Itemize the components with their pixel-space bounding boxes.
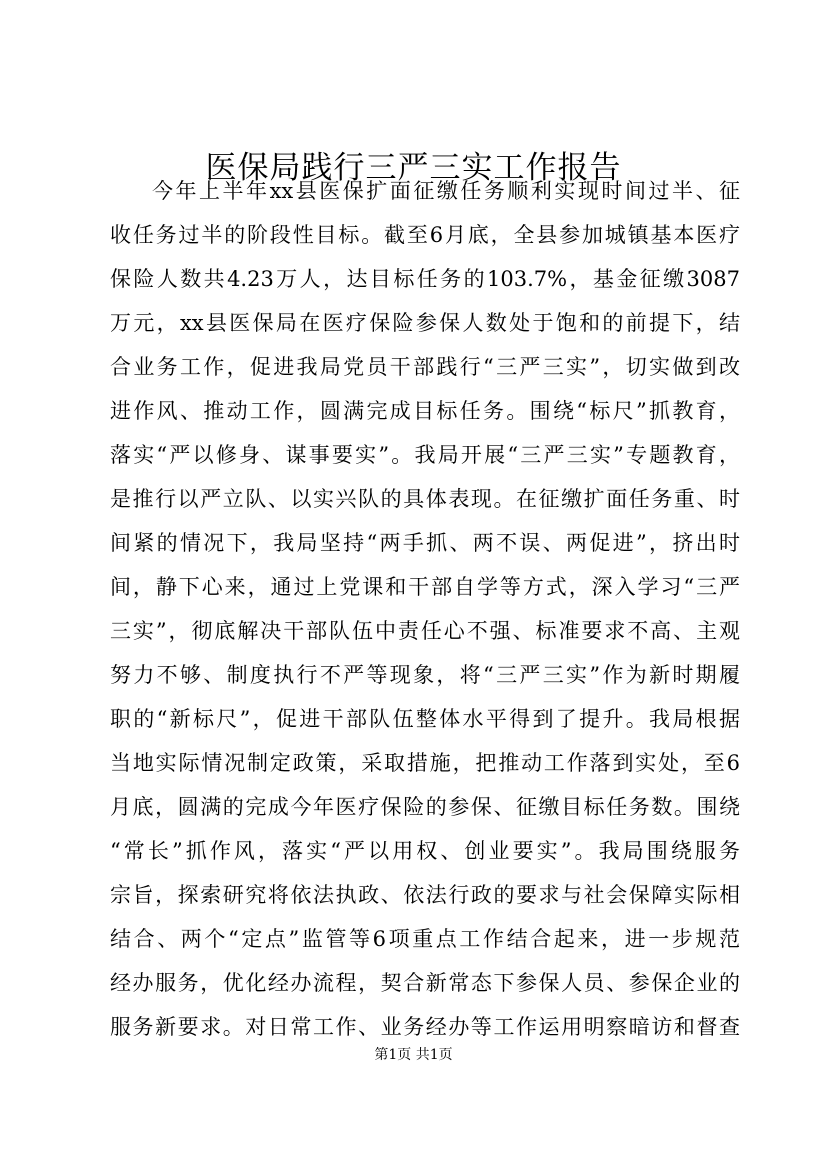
- body-line: 收任务过半的阶段性目标。截至6月底，全县参加城镇基本医疗: [110, 223, 740, 247]
- body-line: 月底，圆满的完成今年医疗保险的参保、征缴目标任务数。围绕: [110, 795, 740, 819]
- page-number-footer: 第1页 共1页: [374, 1047, 453, 1063]
- body-line: 当地实际情况制定政策，采取措施，把推动工作落到实处，至6: [110, 751, 740, 775]
- body-line: 经办服务，优化经办流程，契合新常态下参保人员、参保企业的: [110, 971, 740, 995]
- document-body: [110, 169, 740, 1049]
- body-line: 服务新要求。对日常工作、业务经办等工作运用明察暗访和督查: [110, 1015, 740, 1039]
- body-line: 合业务工作，促进我局党员干部践行“三严三实”，切实做到改: [110, 355, 740, 379]
- body-line: 落实“严以修身、谋事要实”。我局开展“三严三实”专题教育，: [110, 443, 740, 467]
- body-line: 间紧的情况下，我局坚持“两手抓、两不误、两促进”，挤出时: [110, 531, 740, 555]
- body-line: “常长”抓作风，落实“严以用权、创业要实”。我局围绕服务: [110, 839, 740, 863]
- document-title: 医保局践行三严三实工作报告: [205, 150, 622, 186]
- body-line: 三实”，彻底解决干部队伍中责任心不强、标准要求不高、主观: [110, 619, 740, 643]
- body-line: 进作风、推动工作，圆满完成目标任务。围绕“标尺”抓教育，: [110, 399, 740, 423]
- body-line: 是推行以严立队、以实兴队的具体表现。在征缴扩面任务重、时: [110, 487, 740, 511]
- body-line: 保险人数共4.23万人，达目标任务的103.7%，基金征缴3087: [110, 267, 740, 291]
- body-line: 职的“新标尺”，促进干部队伍整体水平得到了提升。我局根据: [110, 707, 740, 731]
- body-line: 努力不够、制度执行不严等现象，将“三严三实”作为新时期履: [110, 663, 740, 687]
- body-line: 今年上半年xx县医保扩面征缴任务顺利实现时间过半、征: [152, 179, 740, 203]
- body-line: 万元，xx县医保局在医疗保险参保人数处于饱和的前提下，结: [110, 311, 740, 335]
- body-line: 宗旨，探索研究将依法执政、依法行政的要求与社会保障实际相: [110, 883, 740, 907]
- body-line: 间，静下心来，通过上党课和干部自学等方式，深入学习“三严: [110, 575, 740, 599]
- body-line: 结合、两个“定点”监管等6项重点工作结合起来，进一步规范: [110, 927, 740, 951]
